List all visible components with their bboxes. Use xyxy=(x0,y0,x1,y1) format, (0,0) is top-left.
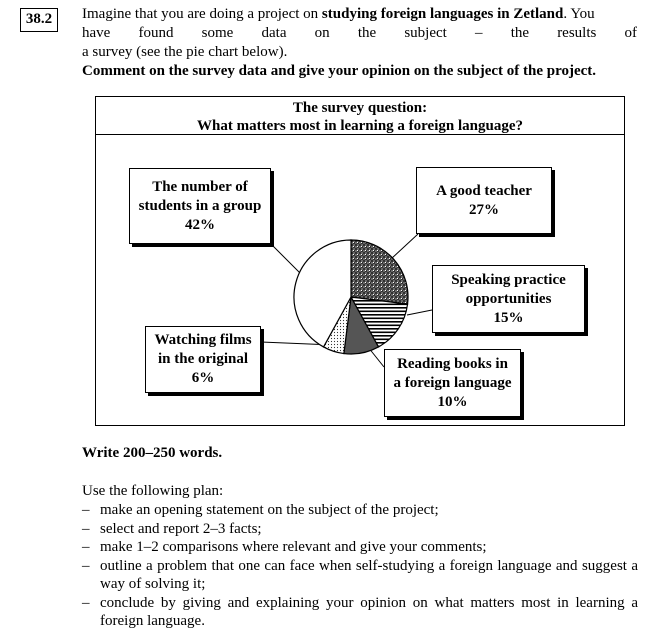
callout-speaking: Speaking practice opportunities 15% xyxy=(432,265,585,333)
pie-slice-0 xyxy=(351,240,408,304)
plan-item: – outline a problem that one can face when self-studying a foreign language and suggest a way of solving it; xyxy=(82,557,638,592)
callout-teacher: A good teacher 27% xyxy=(416,167,552,234)
callout-students: The number of students in a group 42% xyxy=(129,168,271,244)
plan-item: – make an opening statement on the subject of the project; xyxy=(82,502,439,518)
survey-chart xyxy=(95,96,625,426)
task-instruction: Comment on the survey data and give your opinion on the subject of the project. xyxy=(82,63,597,79)
chart-subtitle: What matters most in learning a foreign language? xyxy=(197,118,523,134)
leader-speaking xyxy=(407,310,432,315)
callout-films: Watching films in the original 6% xyxy=(145,326,261,393)
task-intro xyxy=(82,5,637,81)
word-count: Write 200–250 words. xyxy=(82,445,223,461)
plan-item: – make 1–2 comparisons where relevant and give your comments; xyxy=(82,539,487,555)
plan-item: – conclude by giving and explaining your opinion on what matters most in learning a foreign language. xyxy=(82,594,638,629)
intro-line-3: a survey (see the pie chart below). xyxy=(82,44,288,60)
task-number: 38.2 xyxy=(20,8,58,32)
leader-students xyxy=(271,244,302,275)
pie-slices xyxy=(294,240,408,354)
plan-list xyxy=(82,501,638,631)
plan-title: Use the following plan: xyxy=(82,483,224,499)
leader-teacher xyxy=(391,234,418,259)
chart-title: The survey question: xyxy=(292,100,428,116)
intro-line-2: have found some data on the subject – the results of xyxy=(82,25,638,41)
callout-reading: Reading books in a foreign language 10% xyxy=(384,349,521,417)
intro-line-1: Imagine that you are doing a project on studying foreign languages in Zetland. You xyxy=(82,6,595,22)
plan-item: – select and report 2–3 facts; xyxy=(82,520,262,537)
